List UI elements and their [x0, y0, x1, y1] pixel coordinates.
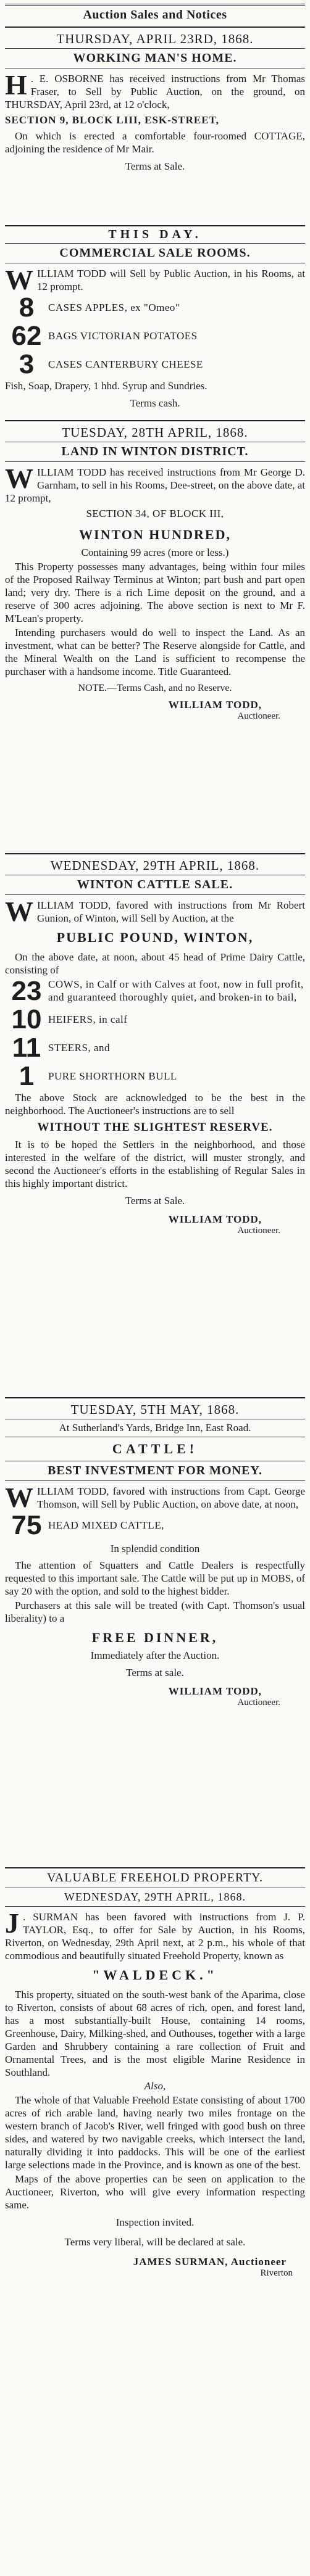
ad-body-3: Purchasers at this sale will be treated (with Capt. Thomson's usual liberality) to a — [5, 1600, 305, 1624]
lot-row — [5, 1034, 305, 1062]
ad-date: WEDNESDAY, 29TH APRIL, 1868. — [50, 858, 260, 873]
ad-heading: LAND IN WINTON DISTRICT. — [61, 445, 249, 458]
ad-heading: WORKING MAN'S HOME. — [73, 51, 237, 65]
lot-row — [5, 978, 305, 1005]
no-reserve-line: WITHOUT THE SLIGHTEST RESERVE. — [37, 1121, 273, 1134]
lot-number: 10 — [11, 1004, 42, 1034]
ad-body — [5, 69, 305, 111]
also-line: Also, — [144, 2080, 166, 2092]
auctioneer-role: Auctioneer. — [237, 1698, 280, 1707]
ad-body-3: The above Stock are acknowledged to be the best in the neighborhood. The Auctioneer's instructions are to sell — [5, 1092, 305, 1117]
acreage: Containing 99 acres (more or less.) — [81, 547, 229, 558]
ad-body-text: ILLIAM TODD, favored with instructions from Capt. George Thomson, will Sell by Public Auction, on above date, at noon, — [37, 1485, 305, 1510]
lot-row — [5, 294, 305, 321]
lot-description: COWS, in Calf or with Calves at foot, now in full profit, and guaranteed thoroughly quiet, and broken-in to bail, — [48, 978, 304, 1003]
ad-body-2: On the above date, at noon, about 45 head of Prime Dairy Cattle, consisting of — [5, 951, 305, 976]
auctioneer-signature: WILLIAM TODD, — [168, 1213, 262, 1225]
lot-row — [5, 351, 305, 378]
lot-description: STEERS, and — [48, 1042, 110, 1054]
terms-line: Terms at sale. — [126, 1667, 184, 1678]
divider — [5, 894, 305, 895]
ad-body-3: Intending purchasers would do well to inspect the Land. As an investment, what can be better? The Reserve alongside for Cattle, and the Mineral Wealth on the Land is sufficient to recompense the purchaser with a handsome income. Title Guaranteed. — [5, 627, 305, 677]
section-line — [5, 114, 305, 127]
ad-waldeck-freehold — [5, 1868, 305, 2535]
sale-location: At Sutherland's Yards, Bridge Inn, East Road. — [59, 1422, 251, 1434]
property-name: "WALDECK." — [92, 1967, 218, 1983]
ad-heading: BEST INVESTMENT FOR MONEY. — [48, 1464, 262, 1477]
ad-date: TUESDAY, 28TH APRIL, 1868. — [62, 425, 248, 440]
terms-note: NOTE.—Terms Cash, and no Reserve. — [78, 683, 232, 693]
ad-body-4: Maps of the above properties can be seen on application to the Auctioneer, Riverton, who will give every information respecting same. — [5, 2173, 305, 2211]
lot-row — [5, 1063, 305, 1090]
drop-cap: H — [5, 69, 27, 101]
terms-line: Terms at Sale. — [125, 160, 185, 172]
lot-description: HEIFERS, in calf — [48, 1013, 128, 1025]
lot-number: 8 — [19, 292, 35, 323]
auctioneer-signature: WILLIAM TODD, — [168, 1685, 262, 1697]
ad-body — [5, 264, 305, 295]
ad-body-2: This property, situated on the south-west bank of the Aparima, close to Riverton, consists of about 68 acres of rich, open, and forest land, has a most substantially-built House, containing 14 rooms, Greenhouse, Dairy, Milking-shed, and Outhouses, together with a large Garden and Shrubbery containing a rare collection of Fruit and Ornamental Trees, and is the most eligible Marine Residence in Southland. — [5, 1989, 305, 2078]
auctioneer-role: Auctioneer. — [237, 711, 280, 721]
drop-cap: W — [5, 896, 33, 927]
section-text: SECTION 9, BLOCK LIII, ESK-STREET, — [5, 114, 219, 126]
hundred-name: WINTON HUNDRED, — [79, 527, 231, 542]
ad-body-2: This Property possesses many advantages, being within four miles of the Proposed Railway Terminus at Winton; part bush and part open land; very dry. There is a rich Lime deposit on the ground, and a reserve of 300 acres adjoining. The above section is next to Mr F. M'Lean's property. — [5, 561, 305, 624]
ad-body — [5, 463, 305, 505]
ad-working-mans-home — [5, 28, 305, 225]
ad-cattle-best-investment — [5, 1398, 305, 1867]
ad-body-text: ILLIAM TODD will Sell by Public Auction, in his Rooms, at 12 prompt. — [37, 268, 305, 292]
ad-heading: COMMERCIAL SALE ROOMS. — [59, 246, 251, 260]
auctioneer-role: Auctioneer. — [237, 1226, 280, 1236]
ad-date: TUESDAY, 5TH MAY, 1868. — [70, 1402, 240, 1417]
ad-body — [5, 1907, 305, 1962]
inspection-line: Inspection invited. — [115, 2216, 195, 2228]
this-day-banner: THIS DAY. — [108, 228, 202, 241]
lot-row — [5, 323, 305, 350]
auction-place: Riverton — [260, 2268, 293, 2278]
ad-body-text: ILLIAM TODD, favored with instructions from Mr Robert Gunion, of Winton, will Sell by Auction, at the — [37, 899, 305, 924]
terms-line: Terms cash. — [130, 397, 180, 409]
extra-items: Fish, Soap, Drapery, 1 hhd. Syrup and Sundries. — [5, 380, 207, 392]
lot-description: PURE SHORTHORN BULL — [48, 1070, 177, 1082]
ad-body-3: The whole of that Valuable Freehold Estate consisting of about 1700 acres of rich arable land, having nearly two miles frontage on the western branch of Jacob's River, well fringed with good bush on three sides, and watered by two navigable creeks, which intersect the land, naturally dividing it into paddocks. This will be one of the earliest large selections made in the Province, and is known as one of the best. — [5, 2094, 305, 2171]
lot-description: BAGS VICTORIAN POTATOES — [48, 330, 198, 342]
ad-body-text: . SURMAN has been favored with instructions from J. P. TAYLOR, Esq., to offer for Sale by Auction, in his Rooms, Riverton, on Wednesday, 29th April next, at 2 p.m., his whole of that commodious and beautifully situated Freehold Property, known as — [5, 1911, 305, 1962]
lot-description: CASES CANTERBURY CHEESE — [48, 358, 203, 370]
terms-line: Terms at Sale. — [125, 1195, 185, 1207]
ad-heading: WINTON CATTLE SALE. — [77, 878, 233, 891]
ad-land-in-winton — [5, 421, 305, 853]
lot-row — [5, 1512, 305, 1539]
lot-row — [5, 1006, 305, 1033]
lot-description: CASES APPLES, ex "Omeo" — [48, 302, 180, 313]
ad-body-2: The attention of Squatters and Cattle Dealers is respectfully requested to this important sale. The Cattle will be put up in MOBS, of say 20 with the option, and sold to the highest bidder. — [5, 1559, 305, 1597]
lot-number: 3 — [19, 349, 35, 379]
drop-cap: J — [5, 1907, 19, 1939]
terms-line: Terms very liberal, will be declared at sale. — [64, 2236, 246, 2248]
ad-body-4: It is to be hoped the Settlers in the neighborhood, and those interested in the welfare of the district, will muster strongly, and second the Auctioneer's efforts in the establishing of Regular Sales in this highly important district. — [5, 1139, 305, 1189]
ad-date: THURSDAY, APRIL 23RD, 1868. — [56, 31, 254, 46]
drop-cap: W — [5, 1482, 33, 1513]
lot-number: 62 — [11, 321, 42, 351]
ad-winton-cattle-sale — [5, 854, 305, 1397]
drop-cap: W — [5, 463, 33, 494]
ad-heading: VALUABLE FREEHOLD PROPERTY. — [46, 1871, 264, 1885]
divider — [5, 461, 305, 462]
divider — [5, 1480, 305, 1481]
ad-date: WEDNESDAY, 29TH APRIL, 1868. — [64, 1891, 246, 1903]
cattle-banner: CATTLE! — [112, 1441, 198, 1456]
lot-number: 1 — [19, 1061, 35, 1091]
ad-body — [5, 896, 305, 927]
free-dinner: FREE DINNER, — [91, 1630, 219, 1645]
ad-body-text: . E. OSBORNE has received instructions from Mr Thomas Fraser, to Sell by Public Auction, on the ground, on THURSDAY, April 23rd, at 12 o'clock, — [5, 73, 305, 110]
masthead-title: Auction Sales and Notices — [83, 8, 227, 22]
lot-number: 75 — [11, 1510, 42, 1540]
auctioneer-signature: JAMES SURMAN, Auctioneer — [133, 2256, 287, 2268]
ad-body — [5, 1482, 305, 1513]
divider — [5, 1906, 305, 1907]
lot-number: 23 — [11, 976, 42, 1006]
auctioneer-signature: WILLIAM TODD, — [168, 699, 262, 711]
auction-column — [5, 4, 305, 2535]
condition-note: In splendid condition — [110, 1543, 200, 1554]
ad-commercial-sale-rooms — [5, 226, 305, 420]
section-line: SECTION 34, OF BLOCK III, — [86, 508, 224, 519]
after-auction: Immediately after the Auction. — [90, 1649, 220, 1661]
lot-number: 11 — [12, 1033, 41, 1063]
ad-body-2: On which is erected a comfortable four-roomed COTTAGE, adjoining the residence of Mr Mair. — [5, 130, 305, 155]
lot-description: HEAD MIXED CATTLE, — [48, 1519, 164, 1531]
drop-cap: W — [5, 264, 33, 295]
venue: PUBLIC POUND, WINTON, — [56, 930, 254, 945]
ad-body-text: ILLIAM TODD has received instructions from Mr George D. Garnham, to sell in his Rooms, Dee-street, on the above date, at 12 prompt, — [5, 466, 305, 504]
